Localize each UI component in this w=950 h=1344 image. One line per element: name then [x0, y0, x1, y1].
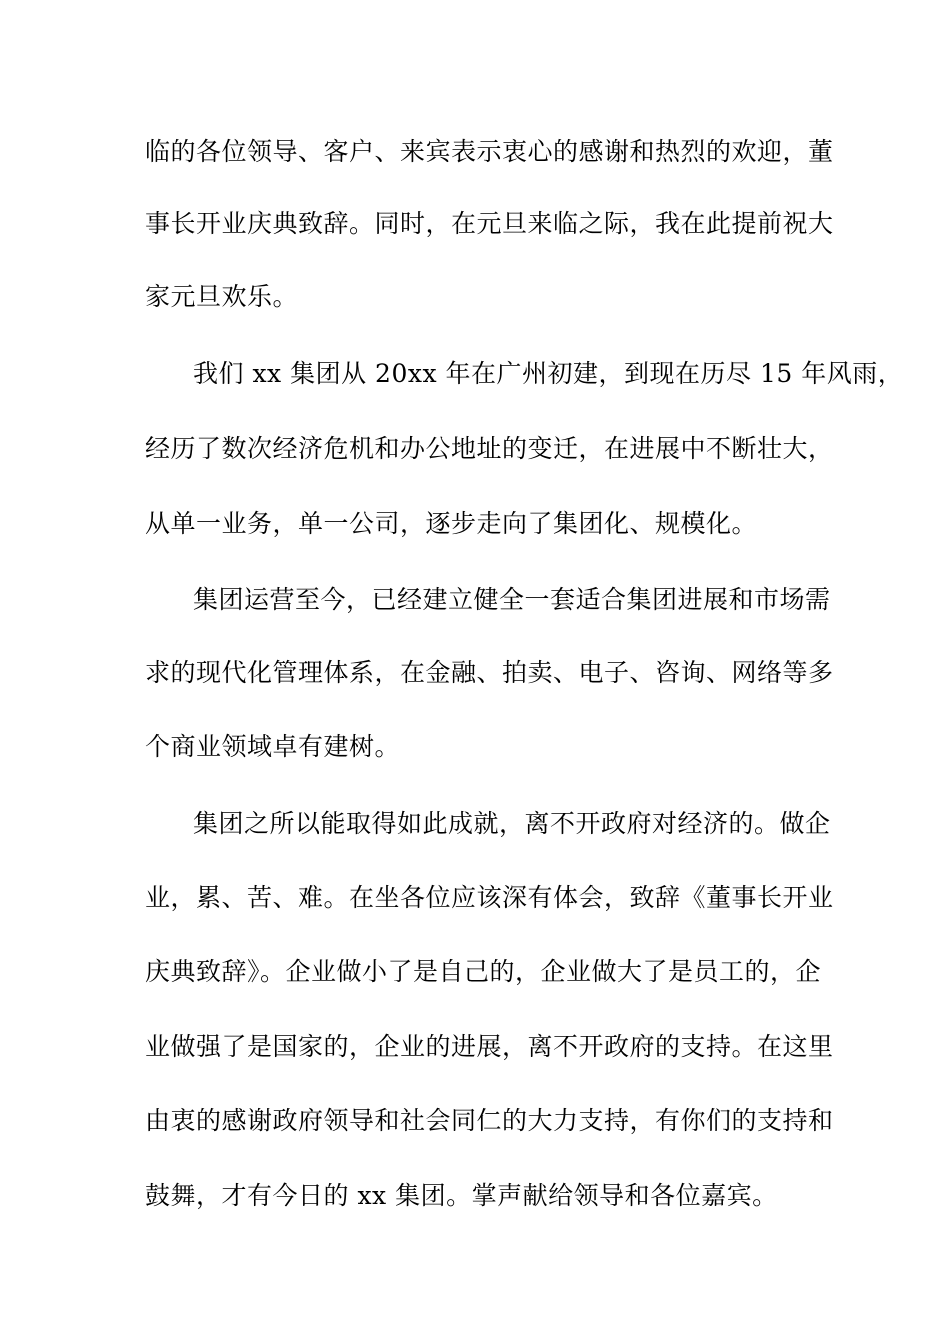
text-line: 求的现代化管理体系，在金融、拍卖、电子、咨询、网络等多: [145, 658, 834, 687]
text-line: 从单一业务，单一公司，逐步走向了集团化、规模化。: [145, 509, 758, 538]
text-line: 临的各位领导、客户、来宾表示衷心的感谢和热烈的欢迎，董: [145, 137, 834, 166]
text-line: 集团之所以能取得如此成就，离不开政府对经济的。做企: [193, 809, 831, 838]
text-line: 我们 xx 集团从 20xx 年在广州初建，到现在历尽 15 年风雨，: [193, 359, 904, 388]
text-line: 鼓舞，才有今日的 xx 集团。掌声献给领导和各位嘉宾。: [145, 1181, 778, 1210]
text-line: 业做强了是国家的，企业的进展，离不开政府的支持。在这里: [145, 1032, 834, 1061]
text-line: 业，累、苦、难。在坐各位应该深有体会，致辞《董事长开业: [145, 883, 834, 912]
text-line: 庆典致辞》。企业做小了是自己的，企业做大了是员工的，企: [145, 957, 822, 986]
text-line: 个商业领域卓有建树。: [145, 732, 401, 761]
text-line: 家元旦欢乐。: [145, 282, 299, 311]
text-line: 事长开业庆典致辞。同时，在元旦来临之际，我在此提前祝大: [145, 209, 834, 238]
text-line: 经历了数次经济危机和办公地址的变迁，在进展中不断壮大，: [145, 434, 834, 463]
text-line: 集团运营至今，已经建立健全一套适合集团进展和市场需: [193, 585, 831, 614]
text-line: 由衷的感谢政府领导和社会同仁的大力支持，有你们的支持和: [145, 1106, 834, 1135]
